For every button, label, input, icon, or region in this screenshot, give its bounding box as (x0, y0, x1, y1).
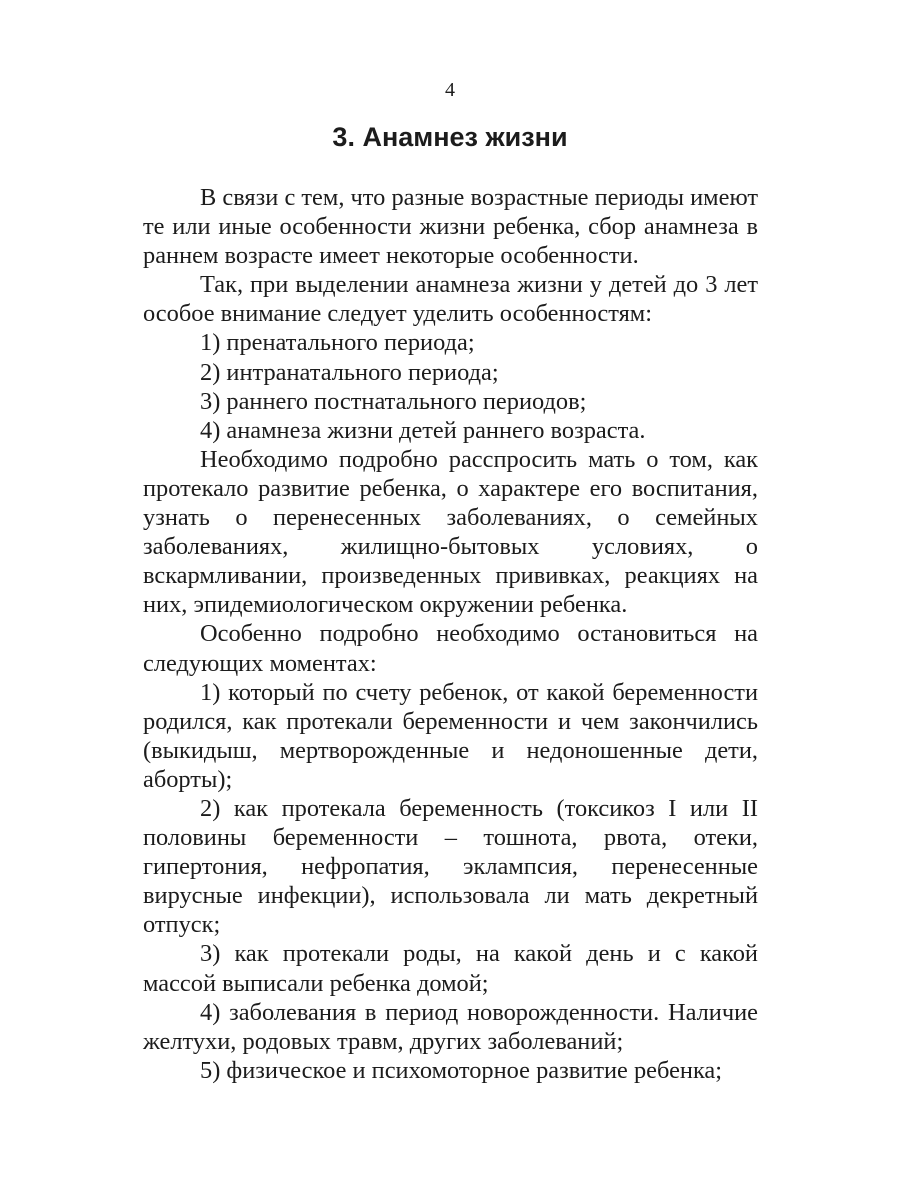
page-number: 4 (445, 79, 455, 101)
list-item-pregnancy-course: 2) как протекала беременность (токсикоз I или II половины беременности – тошнота, рвота, отеки, гипертония, нефропатия, эклампсия, перенесенные вирусные инфекции), использовала ли мать декретный отпуск; (143, 794, 758, 939)
list-item-postnatal: 3) раннего постнатального периодов; (200, 387, 587, 415)
paragraph-interview: Необходимо подробно расспросить мать о том, как протекало развитие ребенка, о характере его воспитания, узнать о перенесенных заболеваниях, о семейных заболеваниях, жилищно-бытовых условиях, о вскармливании, произведенных прививках, реакциях на них, эпидемиологическом окружении ребенка. (143, 445, 758, 619)
list-item-birth: 3) как протекали роды, на какой день и с какой массой выписали ребенка домой; (143, 940, 758, 997)
section-title: 3. Анамнез жизни (332, 122, 568, 152)
list-item-prenatal: 1) пренатального периода; (200, 329, 475, 357)
list-item-early-age: 4) анамнеза жизни детей раннего возраста. (200, 416, 646, 444)
list-item-intranatal: 2) интранатального периода; (200, 358, 499, 386)
paragraph-details: Особенно подробно необходимо остановиться на следующих моментах: (143, 620, 758, 677)
list-item-pregnancy-order: 1) который по счету ребенок, от какой беременности родился, как протекали беременности и чем закончились (выкидыш, мертворожденные и недоношенные дети, аборты); (143, 678, 758, 793)
list-item-development: 5) физическое и психомоторное развитие ребенка; (200, 1056, 723, 1084)
paragraph-focus: Так, при выделении анамнеза жизни у детей до 3 лет особое внимание следует уделить особенностям: (143, 271, 758, 328)
paragraph-intro: В связи с тем, что разные возрастные периоды имеют те или иные особенности жизни ребенка, сбор анамнеза в раннем возрасте имеет некоторые особенности. (143, 184, 758, 270)
list-item-newborn-illness: 4) заболевания в период новорожденности. Наличие желтухи, родовых травм, других заболеваний; (143, 998, 758, 1055)
body-text (143, 183, 758, 1085)
